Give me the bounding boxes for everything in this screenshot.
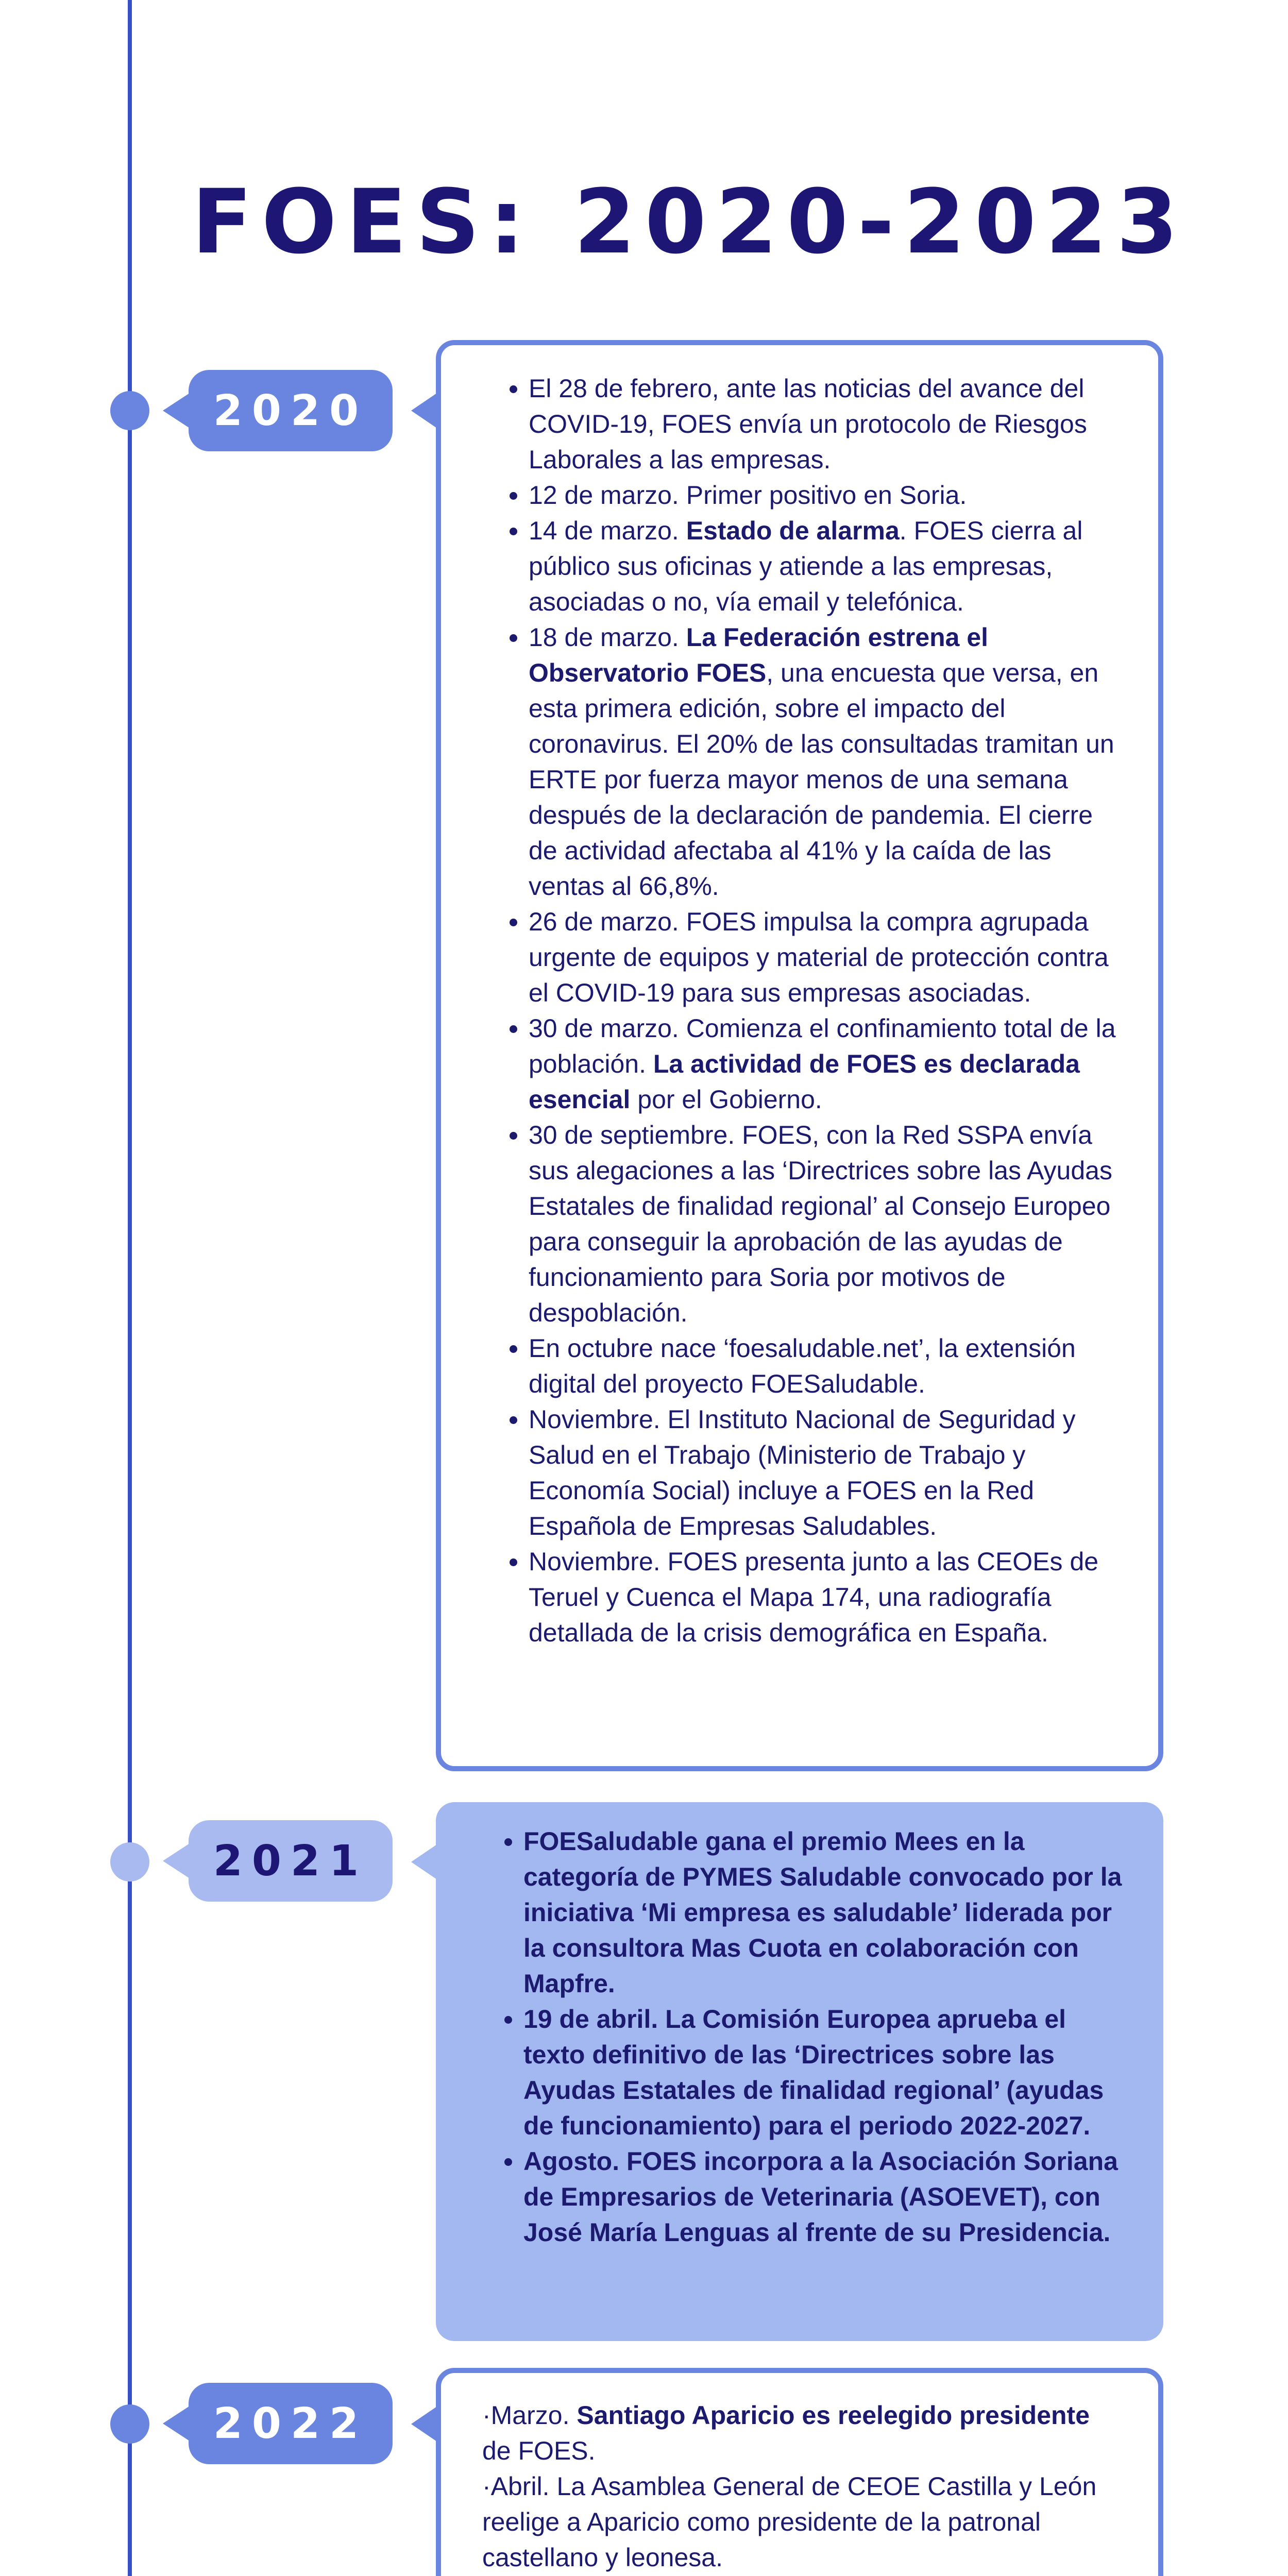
text-line bbox=[482, 2469, 1117, 2575]
events-text-2022 bbox=[482, 2398, 1117, 2576]
text-segment: 30 de septiembre. FOES, con la Red SSPA envía sus alegaciones a las ‘Directrices sobre las Ayudas Estatales de finalidad regional’ al Consejo Europeo para conseguir la aprobación de las ayudas de funcionamiento para Soria por motivos de despoblación. bbox=[529, 1121, 1112, 1327]
timeline-line bbox=[128, 0, 132, 2576]
text-segment: 12 de marzo. Primer positivo en Soria. bbox=[529, 481, 967, 510]
card-2022 bbox=[436, 2368, 1163, 2576]
year-badge-2022: 2022 bbox=[189, 2383, 393, 2464]
events-list-2021 bbox=[487, 1824, 1122, 2250]
list-item bbox=[529, 1011, 1117, 1117]
card-pointer-2022 bbox=[411, 2406, 437, 2442]
card-pointer-2021 bbox=[411, 1844, 437, 1879]
list-item bbox=[523, 1824, 1122, 2002]
text-line bbox=[482, 2398, 1117, 2469]
text-segment: En octubre nace ‘foesaludable.net’, la extensión digital del proyecto FOESaludable. bbox=[529, 1334, 1076, 1398]
text-segment: ·Marzo. bbox=[482, 2401, 577, 2430]
events-list-2020 bbox=[493, 371, 1117, 1651]
list-item bbox=[529, 1402, 1117, 1544]
list-item bbox=[523, 2002, 1122, 2144]
year-badge-2021: 2021 bbox=[189, 1820, 393, 1902]
list-item bbox=[523, 2144, 1122, 2250]
card-pointer-2020 bbox=[411, 393, 437, 428]
list-item bbox=[529, 1331, 1117, 1402]
list-item bbox=[529, 1117, 1117, 1331]
card-2021 bbox=[436, 1802, 1163, 2341]
highlight-text: La Federación estrena el Observatorio FOES bbox=[529, 623, 989, 687]
text-segment: Noviembre. FOES presenta junto a las CEOEs de Teruel y Cuenca el Mapa 174, una radiografía detallada de la crisis demográfica en España. bbox=[529, 1547, 1099, 1647]
highlight-text: Estado de alarma bbox=[686, 516, 900, 545]
page-title: FOES: 2020-2023 bbox=[192, 170, 1188, 274]
text-segment: FOESaludable gana el premio Mees en la categoría de PYMES Saludable convocado por la iniciativa ‘Mi empresa es saludable’ liderada por la consultora Mas Cuota en colaboración con Mapfre. bbox=[523, 1827, 1122, 1998]
text-segment: Agosto. FOES incorpora a la Asociación Soriana de Empresarios de Veterinaria (ASOEVET), con José María Lenguas al frente de su Presidencia. bbox=[523, 2147, 1118, 2247]
text-segment: 26 de marzo. FOES impulsa la compra agrupada urgente de equipos y material de protección contra el COVID-19 para sus empresas asociadas. bbox=[529, 907, 1109, 1007]
list-item bbox=[529, 371, 1117, 478]
text-segment: 14 de marzo. bbox=[529, 516, 686, 545]
list-item bbox=[529, 1544, 1117, 1651]
text-segment: 30 de marzo. Comienza el confinamiento total de la población. bbox=[529, 1014, 1116, 1078]
text-segment: ·Abril. La Asamblea General de CEOE Castilla y León reelige a Aparicio como presidente de la patronal castellano y leonesa. bbox=[482, 2472, 1097, 2572]
text-segment: Noviembre. El Instituto Nacional de Seguridad y Salud en el Trabajo (Ministerio de Trabajo y Economía Social) incluye a FOES en la Red Española de Empresas Saludables. bbox=[529, 1405, 1076, 1540]
timeline-dot-2021 bbox=[110, 1842, 149, 1882]
text-segment: por el Gobierno. bbox=[630, 1085, 822, 1114]
text-segment: de FOES. bbox=[482, 2436, 596, 2465]
timeline-dot-2022 bbox=[110, 2404, 149, 2444]
text-segment: 18 de marzo. bbox=[529, 623, 686, 652]
list-item bbox=[529, 904, 1117, 1011]
highlight-text: Santiago Aparicio es reelegido presidente bbox=[577, 2401, 1090, 2430]
text-segment: El 28 de febrero, ante las noticias del avance del COVID-19, FOES envía un protocolo de Riesgos Laborales a las empresas. bbox=[529, 374, 1087, 474]
list-item bbox=[529, 513, 1117, 620]
list-item bbox=[529, 620, 1117, 904]
text-segment: 19 de abril. La Comisión Europea aprueba el texto definitivo de las ‘Directrices sobre las Ayudas Estatales de finalidad regional’ (ayudas de funcionamiento) para el periodo 2022-2027. bbox=[523, 2005, 1104, 2140]
list-item bbox=[529, 478, 1117, 513]
text-segment: . FOES cierra al público sus oficinas y atiende a las empresas, asociadas o no, vía email y telefónica. bbox=[529, 516, 1083, 616]
highlight-text: La actividad de FOES es declarada esencial bbox=[529, 1049, 1080, 1114]
timeline-dot-2020 bbox=[110, 391, 149, 430]
card-2020 bbox=[436, 340, 1163, 1771]
text-segment: , una encuesta que versa, en esta primera edición, sobre el impacto del coronavirus. El 20% de las consultadas tramitan un ERTE por fuerza mayor menos de una semana después de la declaración de pandemia. El cierre de actividad afectaba al 41% y la caída de las ventas al 66,8%. bbox=[529, 658, 1114, 901]
year-badge-2020: 2020 bbox=[189, 370, 393, 451]
